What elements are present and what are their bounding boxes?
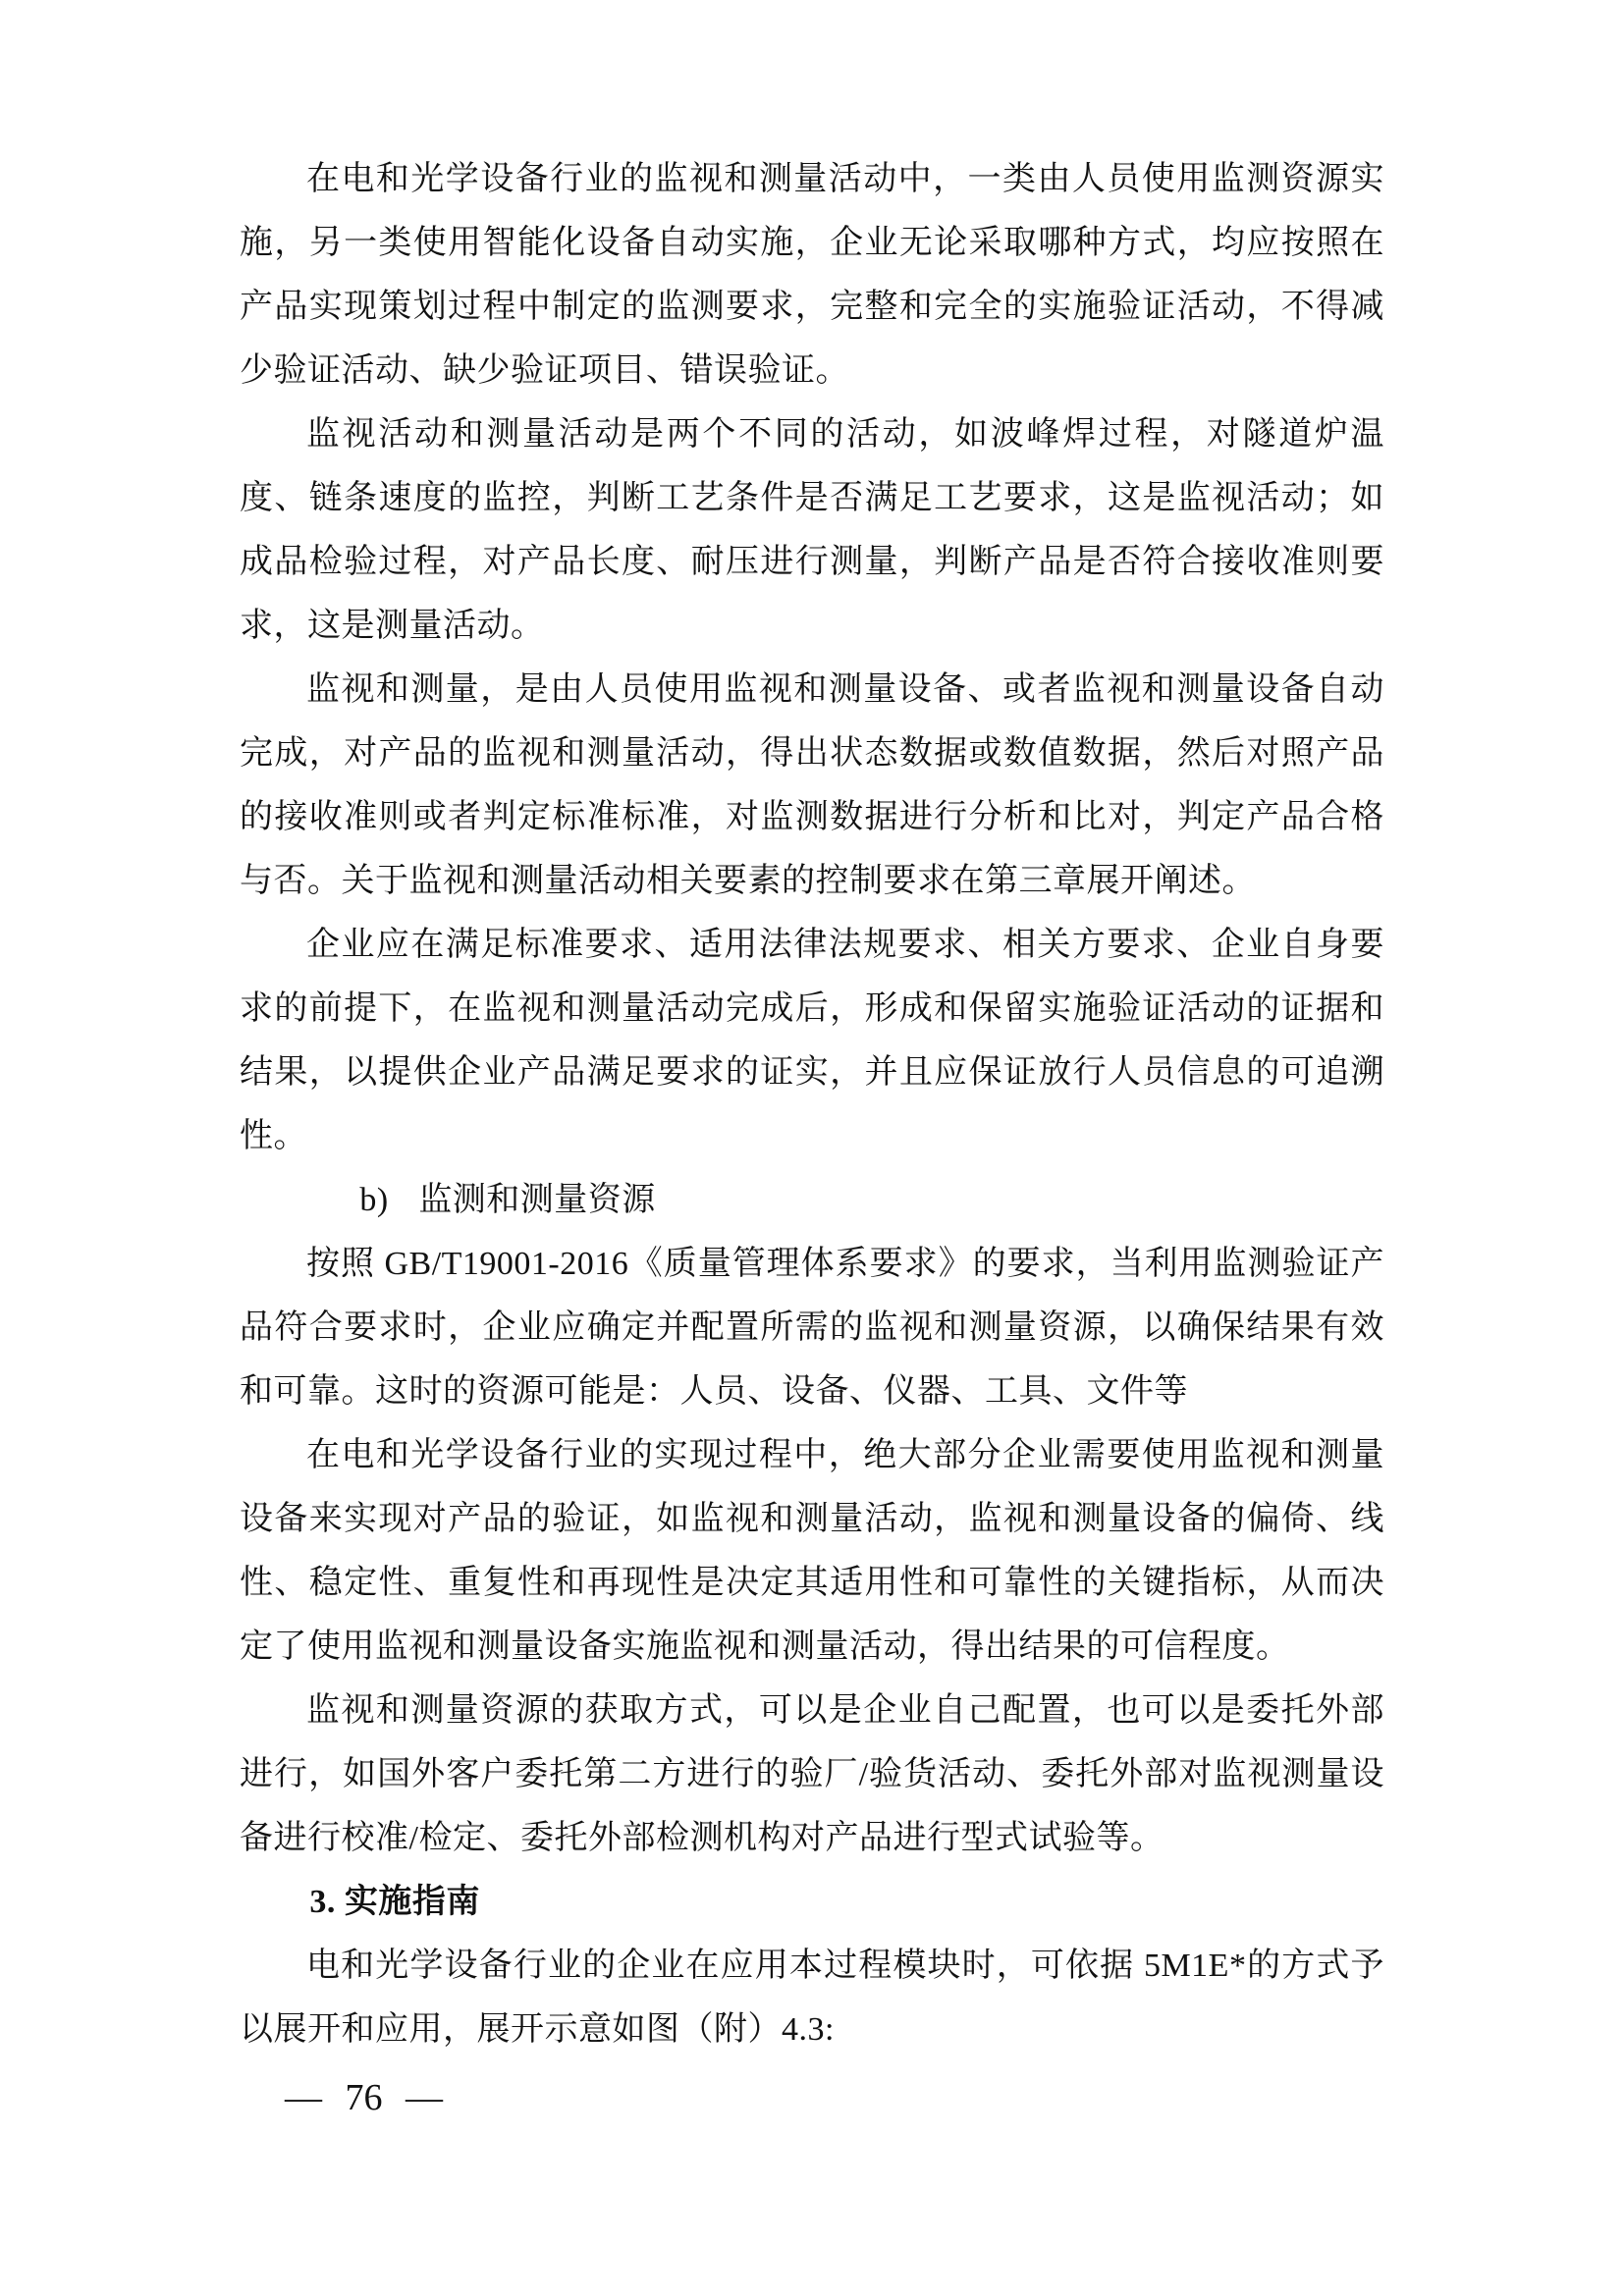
paragraph: 监视和测量资源的获取方式，可以是企业自己配置，也可以是委托外部进行，如国外客户委托第二方进行的验厂/验货活动、委托外部对监视测量设备进行校准/检定、委托外部检测机构对产品进行型式试验等。 xyxy=(240,1692,1384,1856)
sub-heading-label: b) xyxy=(359,1182,389,1218)
paragraph: 在电和光学设备行业的监视和测量活动中，一类由人员使用监测资源实施，另一类使用智能化设备自动实施，企业无论采取哪种方式，均应按照在产品实现策划过程中制定的监测要求，完整和完全的实施验证活动，不得减少验证活动、缺少验证项目、错误验证。 xyxy=(240,161,1384,389)
section-heading: 3. 实施指南 xyxy=(309,1884,480,1920)
paragraph: 监视活动和测量活动是两个不同的活动，如波峰焊过程，对隧道炉温度、链条速度的监控，判断工艺条件是否满足工艺要求，这是监视活动；如成品检验过程，对产品长度、耐压进行测量，判断产品是否符合接收准则要求，这是测量活动。 xyxy=(240,416,1384,644)
sub-heading xyxy=(240,1168,1384,1232)
paragraph: 企业应在满足标准要求、适用法律法规要求、相关方要求、企业自身要求的前提下，在监视和测量活动完成后，形成和保留实施验证活动的证据和结果，以提供企业产品满足要求的证实，并且应保证放行人员信息的可追溯性。 xyxy=(240,927,1384,1154)
paragraph: 在电和光学设备行业的实现过程中，绝大部分企业需要使用监视和测量设备来实现对产品的验证，如监视和测量活动，监视和测量设备的偏倚、线性、稳定性、重复性和再现性是决定其适用性和可靠性的关键指标，从而决定了使用监视和测量设备实施监视和测量活动，得出结果的可信程度。 xyxy=(240,1437,1384,1665)
page-body xyxy=(240,147,1384,2061)
page-number: — 76 — xyxy=(285,2077,443,2118)
paragraph: 电和光学设备行业的企业在应用本过程模块时，可依据 5M1E*的方式予以展开和应用，展开示意如图（附）4.3: xyxy=(240,1948,1384,2048)
paragraph: 按照 GB/T19001-2016《质量管理体系要求》的要求，当利用监测验证产品符合要求时，企业应确定并配置所需的监视和测量资源，以确保结果有效和可靠。这时的资源可能是：人员、设备、仪器、工具、文件等 xyxy=(240,1246,1384,1410)
sub-heading-text: 监测和测量资源 xyxy=(418,1182,656,1218)
paragraph: 监视和测量，是由人员使用监视和测量设备、或者监视和测量设备自动完成，对产品的监视和测量活动，得出状态数据或数值数据，然后对照产品的接收准则或者判定标准标准，对监测数据进行分析和比对，判定产品合格与否。关于监视和测量活动相关要素的控制要求在第三章展开阐述。 xyxy=(240,671,1384,899)
